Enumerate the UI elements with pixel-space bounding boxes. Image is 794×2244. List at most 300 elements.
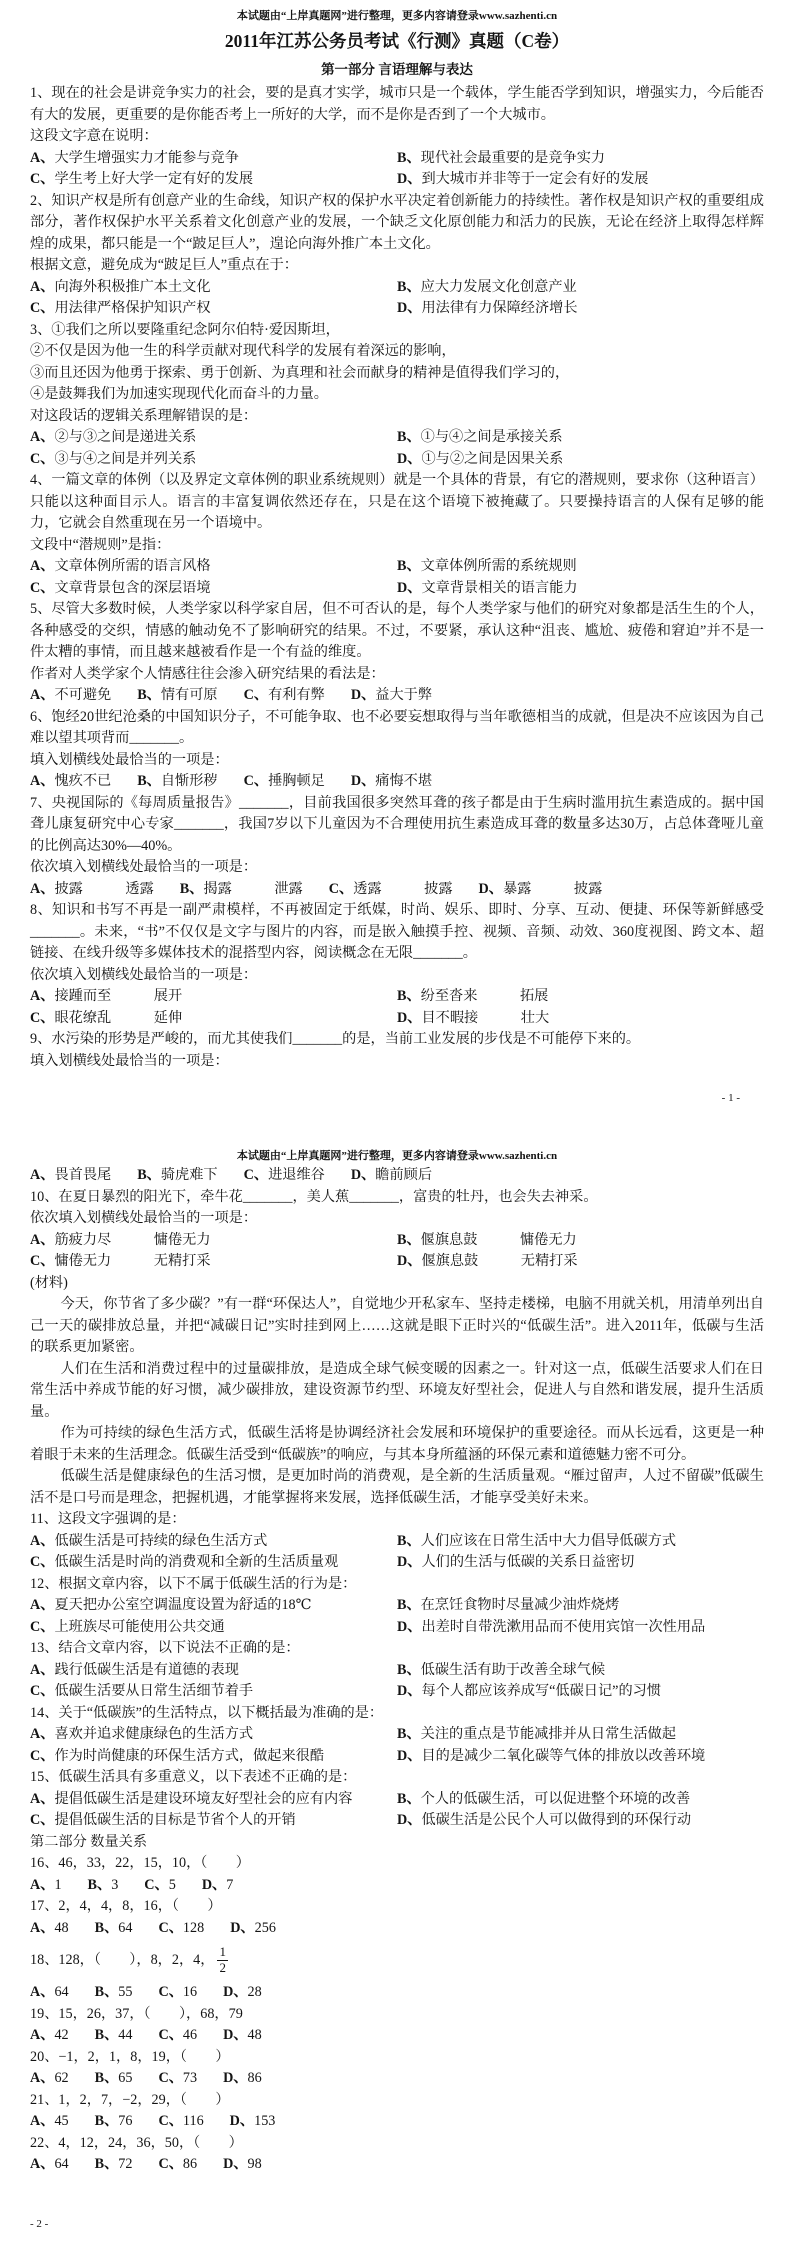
option-text: 低碳生活是可持续的绿色生活方式	[54, 1532, 268, 1549]
option-text: 55	[118, 1984, 133, 2000]
option-label: B、	[397, 1790, 421, 1807]
option-label: B、	[87, 1876, 112, 1893]
option-cell	[30, 427, 397, 449]
option-cell	[137, 1165, 217, 1187]
option-cell	[30, 1251, 397, 1273]
option-text: 上班族尽可能使用公共交通	[54, 1618, 225, 1635]
option-label: D、	[350, 1167, 376, 1183]
option-cell	[30, 1660, 397, 1682]
option-text: 64	[54, 2156, 69, 2172]
option-cell	[30, 2068, 69, 2090]
option-row	[30, 1008, 764, 1030]
option-cell	[223, 1982, 262, 2004]
option-cell	[158, 2111, 203, 2133]
option-cell	[397, 1681, 764, 1703]
option-label: D、	[397, 1747, 422, 1764]
option-label: B、	[397, 558, 421, 574]
option-label: D、	[230, 1919, 255, 1936]
option-text: 夏天把办公室空调温度设置为舒适的18℃	[54, 1597, 312, 1613]
option-label: C、	[158, 2156, 183, 2172]
option-text: 偃旗息鼓 无精打采	[421, 1253, 578, 1269]
fraction-denominator: 2	[219, 1960, 226, 1975]
option-cell	[30, 1789, 397, 1811]
option-cell	[30, 298, 397, 320]
text-line: 1、现在的社会是讲竞争实力的社会，要的是真才实学，城市只是一个载体，学生能否学到知识，增强实力，今后能否有大的发展，更重要的是你能否考上一所好的大学，而不是你是否到了一个大城市。	[30, 85, 764, 123]
option-label: A、	[30, 2070, 55, 2086]
option-label: B、	[137, 687, 161, 703]
option-label: B、	[397, 1726, 421, 1742]
option-row	[30, 148, 764, 170]
option-label: C、	[30, 1812, 55, 1828]
option-text: 情有可原	[160, 687, 218, 703]
option-text: 痛悔不堪	[375, 773, 433, 789]
option-label: D、	[397, 450, 422, 467]
option-label: D、	[397, 1554, 422, 1570]
option-text: 28	[247, 1984, 262, 2000]
option-label: B、	[397, 1231, 421, 1248]
option-text: 文章体例所需的语言风格	[54, 558, 211, 574]
option-cell	[230, 2111, 276, 2133]
option-label: D、	[397, 579, 422, 596]
option-label: C、	[30, 1253, 55, 1269]
option-cell	[397, 1617, 764, 1639]
option-cell	[30, 1008, 397, 1030]
option-label: A、	[30, 1167, 55, 1183]
option-label: A、	[30, 1532, 55, 1549]
option-label: B、	[94, 2070, 119, 2086]
option-row	[30, 1681, 764, 1703]
option-cell	[158, 1918, 204, 1940]
option-cell	[244, 1165, 325, 1187]
option-label: D、	[223, 1984, 248, 2000]
text-line: 20、−1，2，1，8，19，（ ）	[30, 2048, 230, 2065]
option-label: C、	[30, 1618, 55, 1635]
page-2	[0, 1122, 794, 2244]
option-text: 学生考上好大学一定有好的发展	[54, 171, 254, 187]
text-line: 9、水污染的形势是严峻的，而尤其使我们_______的是，当前工业发展的步伐是不可能停下来的。	[30, 1031, 641, 1047]
text-line: 作为可持续的绿色生活方式，低碳生活将是协调经济社会发展和环境保护的重要途径。而从长远看，这更是一种着眼于未来的生活理念。低碳生活受到“低碳族”的响应，与其本身所蕴涵的环保元素和道德魅力密不可分。	[30, 1425, 764, 1463]
option-cell	[397, 1531, 764, 1553]
option-cell	[30, 1617, 397, 1639]
text-line: ②不仅是因为他一生的科学贡献对现代科学的发展有着深远的影响，	[30, 343, 456, 359]
fraction-numerator: 1	[219, 1944, 226, 1960]
option-label: C、	[30, 300, 55, 316]
text-line: 人们在生活和消费过程中的过量碳排放，是造成全球气候变暖的因素之一。针对这一点，低碳生活要求人们在日常生活中养成节能的好习惯，减少碳排放，建设资源节约型、环境友好型社会，促进人与自然和谐发展，提升生活质量。	[30, 1360, 764, 1420]
option-text: 人们应该在日常生活中大力倡导低碳方式	[420, 1532, 677, 1549]
option-cell	[244, 685, 325, 707]
option-cell	[95, 2111, 133, 2133]
option-cell	[479, 879, 603, 901]
option-label: B、	[137, 773, 161, 789]
option-text: 45	[54, 2113, 69, 2129]
option-row	[30, 1165, 764, 1187]
option-label: C、	[328, 880, 354, 897]
option-cell	[30, 1230, 397, 1252]
option-cell	[230, 1918, 276, 1940]
option-cell	[30, 169, 397, 191]
option-text: 益大于弊	[375, 687, 433, 703]
option-cell	[397, 169, 764, 191]
option-label: A、	[30, 558, 55, 574]
option-label: C、	[243, 1167, 269, 1183]
option-cell	[158, 1982, 197, 2004]
option-cell	[95, 2154, 133, 2176]
option-cell	[144, 1875, 176, 1897]
option-text: 98	[247, 2156, 262, 2172]
text-line: 7、央视国际的《每周质量报告》_______，目前我国很多突然耳聋的孩子都是由于生病时滥用抗生素造成的。据中国聋儿康复研究中心专家_______，我国7岁以下儿童因为不合理使用抗生素造成耳聋的数量多达30万，占总体聋哑儿童的比例高达30%—40%。	[30, 794, 764, 854]
option-row	[30, 1724, 764, 1746]
text-line: 14、关于“低碳族”的生活特点，以下概括最为准确的是：	[30, 1704, 384, 1721]
option-label: A、	[30, 1231, 55, 1248]
option-label: D、	[223, 2070, 248, 2086]
option-text: 进退维谷	[268, 1167, 325, 1183]
option-text: 低碳生活要从日常生活细节着手	[54, 1683, 254, 1699]
option-label: B、	[397, 278, 421, 295]
text-line: 对这段话的逻辑关系理解错误的是：	[30, 407, 258, 424]
option-label: B、	[94, 1919, 119, 1936]
option-text: 62	[54, 2070, 69, 2086]
option-text: 文章体例所需的系统规则	[420, 558, 577, 574]
option-cell	[30, 578, 397, 600]
option-label: D、	[397, 171, 422, 187]
option-text: 每个人都应该养成写“低碳日记”的习惯	[421, 1683, 662, 1699]
option-row	[30, 169, 764, 191]
text-line: 2、知识产权是所有创意产业的生命线，知识产权的保护水平决定着创新能力的持续性。著作权是知识产权的重要组成部分，著作权保护水平关系着文化创意产业的发展，一个缺乏文化原创能力和活力的民族，无论在经济上取得怎样辉煌的成果，都只能是一个“跛足巨人”，遑论向海外推广本土文化。	[30, 192, 764, 252]
option-label: D、	[201, 1876, 227, 1893]
text-line: 填入划横线处最恰当的一项是：	[30, 751, 229, 768]
option-cell	[30, 879, 154, 901]
option-label: B、	[137, 1167, 161, 1183]
option-text: 3	[111, 1876, 119, 1893]
option-text: 76	[118, 2113, 133, 2129]
option-label: D、	[350, 687, 376, 703]
option-label: A、	[30, 429, 55, 445]
option-cell	[158, 2154, 197, 2176]
option-row	[30, 879, 764, 901]
text-line: 文段中“潜规则”是指：	[30, 536, 171, 553]
option-label: B、	[94, 1984, 119, 2000]
option-cell	[30, 2025, 69, 2047]
option-label: B、	[397, 429, 421, 445]
option-label: A、	[30, 1984, 55, 2000]
option-label: A、	[30, 1726, 55, 1742]
option-label: C、	[158, 1984, 183, 2000]
number-sequence-line	[30, 1939, 764, 1982]
option-text: 73	[182, 2070, 198, 2086]
option-text: 128	[182, 1919, 205, 1936]
sequence-text: 18、128，（ ），8，2，4，	[30, 1951, 215, 1968]
option-text: 64	[118, 1919, 133, 1936]
option-text: 用法律有力保障经济增长	[421, 300, 578, 316]
option-label: C、	[30, 1747, 55, 1764]
option-text: 披露 透露	[54, 880, 154, 897]
option-label: B、	[397, 988, 421, 1004]
option-text: 接踵而至 展开	[54, 988, 183, 1004]
option-text: 愧疚不已	[54, 773, 112, 789]
option-cell	[397, 427, 764, 449]
option-label: B、	[397, 1661, 421, 1678]
option-label: C、	[158, 1919, 183, 1936]
option-text: 提倡低碳生活的目标是节省个人的开销	[54, 1812, 296, 1828]
option-row	[30, 449, 764, 471]
option-cell	[30, 685, 111, 707]
text-line: 15、低碳生活具有多重意义，以下表述不正确的是：	[30, 1769, 357, 1785]
option-text: 作为时尚健康的环保生活方式，做起来很酷	[54, 1747, 325, 1764]
option-cell	[397, 449, 764, 471]
option-text: 透露 披露	[353, 880, 453, 897]
option-label: C、	[30, 450, 55, 467]
option-cell	[397, 1724, 764, 1746]
text-line: 19、15，26，37，（ ），68，79	[30, 2005, 243, 2022]
option-cell	[30, 771, 111, 793]
text-line: 依次填入划横线处最恰当的一项是：	[30, 859, 258, 875]
option-cell	[158, 2068, 197, 2090]
text-line: 12、根据文章内容，以下不属于低碳生活的行为是：	[30, 1575, 357, 1592]
text-line: 依次填入划横线处最恰当的一项是：	[30, 1210, 258, 1226]
option-row	[30, 1918, 764, 1940]
option-label: A、	[30, 2113, 55, 2129]
option-cell	[30, 2154, 69, 2176]
text-line: ③而且还因为他勇于探索、勇于创新、为真理和社会而献身的精神是值得我们学习的，	[30, 364, 570, 381]
option-label: B、	[397, 1597, 421, 1613]
option-text: 瞻前顾后	[375, 1167, 433, 1183]
option-label: D、	[350, 773, 376, 789]
option-text: 向海外积极推广本土文化	[54, 278, 211, 295]
option-label: D、	[397, 1618, 422, 1635]
text-line: 填入划横线处最恰当的一项是：	[30, 1052, 229, 1069]
option-text: 有利有弊	[268, 687, 325, 703]
option-row	[30, 556, 764, 578]
option-cell	[397, 277, 764, 299]
option-text: 5	[168, 1876, 176, 1893]
option-row	[30, 1531, 764, 1553]
option-cell	[95, 1982, 133, 2004]
watermark-header: 本试题由“上岸真题网”进行整理，更多内容请登录www.sazhenti.cn	[236, 1150, 558, 1162]
option-cell	[95, 2025, 133, 2047]
watermark-header: 本试题由“上岸真题网”进行整理，更多内容请登录www.sazhenti.cn	[236, 10, 558, 22]
option-cell	[397, 1008, 764, 1030]
text-line: 8、知识和书写不再是一副严肃模样，不再被固定于纸媒，时尚、娱乐、即时、分享、互动、便捷、环保等新鲜感受_______。未来，“书”不仅仅是文字与图片的内容，而是嵌入触摸手控、视频、音频、动效、360度视图、跨文本、超链接、在线升级等多媒体技术的混搭型内容，阅读概念在无限_______。	[30, 902, 764, 961]
option-text: 喜欢并追求健康绿色的生活方式	[54, 1726, 254, 1742]
option-text: 在烹饪食物时尽量减少油炸烧烤	[420, 1597, 620, 1613]
option-text: ③与④之间是并列关系	[54, 450, 197, 467]
option-text: 到大城市并非等于一定会有好的发展	[421, 171, 649, 187]
option-label: C、	[158, 2113, 183, 2129]
option-text: 关注的重点是节能减排并从日常生活做起	[420, 1726, 677, 1742]
option-cell	[30, 986, 397, 1008]
text-line: 11、这段文字强调的是：	[30, 1511, 186, 1527]
option-row	[30, 1230, 764, 1252]
option-label: B、	[179, 880, 204, 897]
option-label: C、	[158, 2070, 183, 2086]
option-text: 大学生增强实力才能参与竞争	[54, 149, 239, 166]
option-text: 纷至沓来 拓展	[420, 988, 549, 1004]
option-text: 文章背景相关的语言能力	[421, 579, 578, 596]
option-label: D、	[223, 2156, 248, 2172]
option-label: B、	[94, 2027, 119, 2043]
option-row	[30, 685, 764, 707]
text-line: 3、①我们之所以要隆重纪念阿尔伯特·爱因斯坦，	[30, 321, 340, 338]
option-row	[30, 1875, 764, 1897]
option-text: 目的是减少二氧化碳等气体的排放以改善环境	[421, 1747, 706, 1764]
option-label: A、	[30, 1597, 55, 1613]
option-text: 256	[254, 1919, 276, 1936]
option-label: A、	[30, 1661, 55, 1678]
option-cell	[30, 1552, 397, 1574]
option-cell	[397, 148, 764, 170]
option-cell	[351, 685, 432, 707]
option-label: D、	[478, 880, 503, 897]
option-text: 践行低碳生活是有道德的表现	[54, 1661, 239, 1678]
option-cell	[30, 1724, 397, 1746]
option-cell	[30, 1681, 397, 1703]
option-label: C、	[30, 1554, 55, 1570]
option-row	[30, 1617, 764, 1639]
option-cell	[397, 556, 764, 578]
option-text: 提倡低碳生活是建设环境友好型社会的应有内容	[54, 1790, 353, 1807]
option-row	[30, 1982, 764, 2004]
option-text: 自惭形秽	[160, 773, 218, 789]
option-cell	[223, 2154, 262, 2176]
option-cell	[223, 2068, 262, 2090]
option-label: C、	[144, 1876, 169, 1893]
option-label: C、	[30, 1683, 55, 1699]
option-cell	[397, 578, 764, 600]
text-line: 第二部分 数量关系	[30, 1833, 148, 1850]
option-label: A、	[30, 2027, 55, 2043]
option-row	[30, 578, 764, 600]
option-row	[30, 771, 764, 793]
option-text: 目不暇接 壮大	[421, 1009, 550, 1026]
doc-title: 2011年江苏公务员考试《行测》真题（C卷）	[224, 31, 570, 51]
option-text: 72	[118, 2156, 133, 2172]
option-label: B、	[94, 2113, 119, 2129]
page-number: - 1 -	[721, 1092, 740, 1104]
option-cell	[397, 986, 764, 1008]
option-text: 现代社会最重要的是竞争实力	[420, 149, 606, 166]
option-cell	[30, 148, 397, 170]
option-cell	[397, 1595, 764, 1617]
option-text: 48	[247, 2027, 262, 2043]
option-cell	[30, 1165, 111, 1187]
option-label: D、	[397, 1009, 422, 1026]
option-text: 人们的生活与低碳的关系日益密切	[421, 1554, 635, 1570]
option-label: B、	[94, 2156, 119, 2172]
option-row	[30, 2025, 764, 2047]
option-row	[30, 1660, 764, 1682]
option-label: C、	[158, 2027, 183, 2043]
option-label: A、	[30, 1876, 55, 1893]
option-text: 低碳生活有助于改善全球气候	[420, 1661, 606, 1678]
option-row	[30, 1789, 764, 1811]
option-label: C、	[243, 773, 269, 789]
option-row	[30, 277, 764, 299]
option-label: A、	[30, 2156, 55, 2172]
option-text: 42	[54, 2027, 69, 2043]
option-cell	[223, 2025, 262, 2047]
option-text: 1	[54, 1876, 62, 1893]
option-text: 86	[247, 2070, 262, 2086]
option-text: 16	[182, 1984, 198, 2000]
option-row	[30, 1746, 764, 1768]
option-text: ②与③之间是递进关系	[54, 429, 197, 445]
option-text: 揭露 泄露	[203, 880, 303, 897]
option-label: D、	[397, 1683, 422, 1699]
section-heading: 第一部分 言语理解与表达	[321, 62, 473, 77]
text-line: 5、尽管大多数时候，人类学家以科学家自居，但不可否认的是，每个人类学家与他们的研究对象都是活生生的个人，各种感受的交织，情感的触动免不了影响研究的结果。不过，不要紧，承认这种“沮丧、尴尬、疲倦和窘迫”并不是一件太糟的事情，而且越来越被看作是一个有益的维度。	[30, 601, 764, 660]
option-cell	[137, 771, 217, 793]
option-row	[30, 298, 764, 320]
option-text: 65	[118, 2070, 133, 2086]
text-line: 4、一篇文章的体例（以及界定文章体例的职业系统规则）就是一个具体的背景，有它的潜规则，要求你（这种语言）只能以这种面目示人。语言的丰富复调依然还存在，只是在这个语境下被掩藏了。只要操持语言的人保有足够的能力，它就会自然重现在另一个语境中。	[30, 472, 764, 531]
option-cell	[30, 1531, 397, 1553]
option-cell	[30, 1982, 69, 2004]
option-text: ①与②之间是因果关系	[421, 450, 564, 467]
option-cell	[397, 1789, 764, 1811]
option-cell	[180, 879, 303, 901]
fraction	[217, 1945, 228, 1975]
option-label: D、	[397, 300, 422, 316]
option-text: 低碳生活是公民个人可以做得到的环保行动	[421, 1812, 692, 1828]
option-row	[30, 1810, 764, 1832]
option-cell	[397, 298, 764, 320]
option-text: 慵倦无力 无精打采	[54, 1253, 211, 1269]
option-cell	[95, 1918, 133, 1940]
option-row	[30, 2111, 764, 2133]
option-text: 文章背景包含的深层语境	[54, 579, 211, 596]
option-text: 个人的低碳生活，可以促进整个环境的改善	[420, 1790, 691, 1807]
option-cell	[351, 1165, 432, 1187]
option-label: D、	[229, 2113, 255, 2129]
text-line: 10、在夏日暴烈的阳光下，牵牛花_______，美人蕉_______，富贵的牡丹，也会失去神采。	[30, 1188, 598, 1205]
option-text: 86	[182, 2156, 198, 2172]
option-row	[30, 2068, 764, 2090]
option-cell	[30, 449, 397, 471]
option-text: ①与④之间是承接关系	[420, 429, 563, 445]
option-text: 用法律严格保护知识产权	[54, 300, 211, 316]
option-cell	[30, 1746, 397, 1768]
text-line: 17、2，4，4，8，16，（ ）	[30, 1898, 222, 1914]
option-cell	[397, 1251, 764, 1273]
page-number: - 2 -	[30, 2218, 49, 2230]
text-line: 根据文意，避免成为“跛足巨人”重点在于：	[30, 257, 298, 273]
option-text: 48	[54, 1919, 69, 1936]
option-text: 46	[182, 2027, 198, 2043]
option-label: C、	[30, 579, 55, 596]
text-line: 作者对人类学家个人情感往往会渗入研究结果的看法是：	[30, 665, 385, 682]
option-cell	[397, 1746, 764, 1768]
option-text: 应大力发展文化创意产业	[420, 278, 577, 295]
option-row	[30, 1552, 764, 1574]
option-cell	[95, 2068, 133, 2090]
option-cell	[397, 1552, 764, 1574]
text-line: 今天，你节省了多少碳？”有一群“环保达人”，自觉地少开私家车、坚持走楼梯，电脑不用就关机，用清单列出自己一天的碳排放总量，并把“减碳日记”实时挂到网上……这就是眼下正时兴的“低碳生活”。进入2011年，低碳与生活的联系更加紧密。	[30, 1296, 764, 1355]
option-cell	[397, 1230, 764, 1252]
option-text: 暴露 披露	[502, 880, 603, 897]
option-text: 153	[254, 2113, 276, 2129]
option-label: C、	[30, 171, 55, 187]
option-cell	[30, 1918, 69, 1940]
option-text: 畏首畏尾	[54, 1167, 112, 1183]
option-label: A、	[30, 1790, 55, 1807]
text-line: ④是鼓舞我们为加速实现现代化而奋斗的力量。	[30, 386, 328, 402]
option-cell	[351, 771, 432, 793]
option-label: A、	[30, 988, 55, 1004]
option-label: B、	[397, 1532, 421, 1549]
option-label: C、	[243, 687, 269, 703]
text-line: 13、结合文章内容，以下说法不正确的是：	[30, 1640, 300, 1656]
option-label: C、	[30, 1009, 55, 1026]
